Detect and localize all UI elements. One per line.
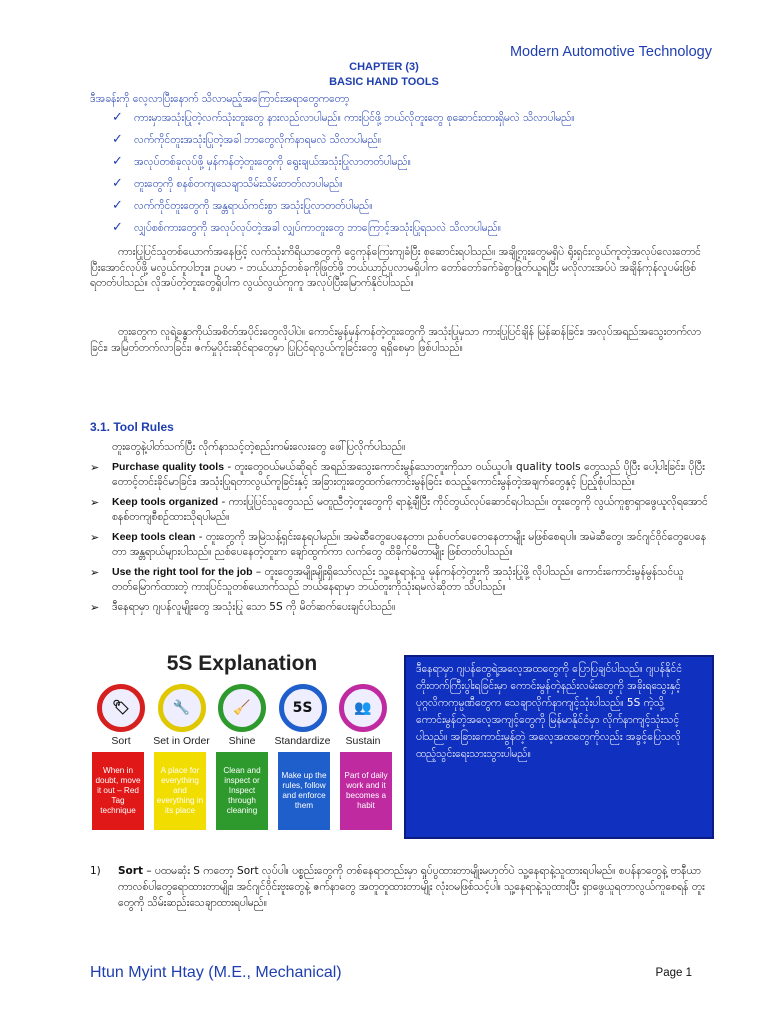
objective-item: ✓ လက်ကိုင်တူးအသုံးပြုတဲ့အခါ ဘာတွေလိုက်နာရမလဲ သိလာပါမည်။ <box>112 132 712 154</box>
rule-item: ➢ Use the right tool for the job – တူးတွေအမျိုးမျိုးရှိသော်လည်း သူ့နေရာနဲ့သူ မှန်ကန်တဲ့တူးကို အသုံးပြုဖို့ လိုပါသည်။ ကောင်းကောင်းမွန်မွန်သင်ယူတတ်မြောက်ထားတဲ့ ကားပြင်သူတစ်ယောက်သည် ဘယ်နေရာမှာ ဘယ်တူးကိုသုံးရမလဲဆိုတာ သိပါသည်။ <box>90 565 712 596</box>
rule-item: ➢ Keep tools clean - တူးတွေကို အမြဲသန့်ရှင်းနေရပါမည်။ အမဲဆီတွေပေနေတာ၊ ညစ်ပတ်ပေတေနေတာမျိုး မဖြစ်စေရပါ။ အမဲဆီတွေ၊ အင်ဂျင်ဝိုင်တွေပေနေတာ အန္တရာယ်များပါသည်။ ညစ်ပေနေတဲ့တူးက ချော်ထွက်ကာ လက်တွေ ထိခိုက်မိတာမျိုး ဖြစ်တတ်ပါသည်။ <box>90 530 712 561</box>
check-icon: ✓ <box>112 110 123 125</box>
five-s-item <box>274 684 332 747</box>
arrow-icon: ➢ <box>90 565 100 579</box>
rule-item: ➢ Purchase quality tools - တူးတွေဝယ်မယ်ဆိုရင် အရည်အသွေးကောင်းမွန်သောတူးကိုသာ ဝယ်ယူပါ။ quality tools တွေသည် ပိုပြီး ပေါ့ပါးခြင်း၊ ပိုပြီးတောင့်တင်းခိုင်မာခြင်း၊ အသုံးပြုရတာလွယ်ကူခြင်းနှင့် အခြားတူးတွေထက်ကောင်းမွန်ခြင်း စသည့်ကောင်းမွန်တဲ့အချက်တွေနှင့် ပြည့်စုံပါသည်။ <box>90 460 712 491</box>
footer-page-number: Page 1 <box>655 967 692 979</box>
check-icon: ✓ <box>112 132 123 147</box>
body-paragraph-1: ကားပြုပြင်သူတစ်ယောက်အနေဖြင့် လက်သုံးကိရိယာတွေကို ငွေကုန်ကြေးကျခံပြီး စုဆောင်းရပါသည်။ အချို့တူးတွေမရှိပဲ ရိုးရှင်းလွယ်ကူတဲ့အလုပ်လေးတောင် ပြီးအောင်လုပ်ဖို့ မလွယ်ကူပါဘူး။ ဥပမာ - ဘယ်ယာဉ်တစ်ခုကိုဖြုတ်ဖို့ ဘယ်ယာဉ်ပူလာမရှိပါက တော်တော်ခက်ခဲစွာဖြုတ်ယူရပြီး မလိုလားအပ်ပဲ အချိန်ကုန်လူပမ်းဖြစ်ရတတ်ပါသည်။ လိုအပ်တဲ့တူးတွေရှိပါက လွယ်လွယ်ကူကူ အလုပ်ပြီးမြောက်နိုင်ပါသည်။ <box>90 246 701 289</box>
objective-item: ✓ လျှပ်စစ်ကားတွေကို အလုပ်လုပ်တဲ့အခါ လျှပ်ကာတူးတွေ ဘာကြောင့်အသုံးပြုရသလဲ သိလာပါမည်။ <box>112 220 712 242</box>
objective-item: ✓ ကားမှာအသုံးပြုတဲ့လက်သုံးတူးတွေ နားလည်လာပါမည်။ ကားပြင်ဖို့ ဘယ်လိုတူးတွေ စုဆောင်းထားရှိမလဲ သိလာပါမည်။ <box>112 110 712 132</box>
objective-item: ✓ လက်ကိုင်တူးတွေကို အန္တရာယ်ကင်းစွာ အသုံးပြုလာတတ်ပါမည်။ <box>112 198 712 220</box>
five-s-description: When in doubt, move it out – Red Tag technique <box>92 752 144 830</box>
arrow-icon: ➢ <box>90 530 100 544</box>
section-title: 3.1. Tool Rules <box>90 420 174 434</box>
arrow-icon: ➢ <box>90 495 100 509</box>
five-s-item <box>213 684 271 747</box>
five-s-description: Clean and inspect or Inspect through cleaning <box>216 752 268 830</box>
tool-rules <box>90 440 712 619</box>
five-s-icon: 🧹 <box>218 684 266 732</box>
five-s-circles <box>92 684 392 747</box>
five-s-boxes <box>92 752 392 830</box>
five-s-label: Shine <box>228 735 256 747</box>
rule-item: ➢ ဒီနေရာမှာ ဂျပန်လူမျိုးတွေ အသုံးပြု သော 5S ကို မိတ်ဆက်ပေးချင်ပါသည်။ <box>90 600 396 614</box>
intro-line: ဒီအခန်းကို လေ့လာပြီးနောက် သိလာမည့်အကြောင်းအရာတွေကတော့ <box>90 93 350 105</box>
five-s-label: Sort <box>111 735 131 747</box>
chapter-title: BASIC HAND TOOLS <box>329 76 439 88</box>
five-s-label: Set in Order <box>153 735 210 747</box>
objectives-list <box>112 110 712 242</box>
arrow-icon: ➢ <box>90 460 100 474</box>
arrow-icon: ➢ <box>90 600 100 614</box>
rules-intro: တူးတွေနဲ့ပါတ်သက်ပြီး လိုက်နာသင့်တဲ့စည်းကမ်းလေးတွေ ဖေါ်ပြလိုက်ပါသည်။ <box>112 441 406 453</box>
check-icon: ✓ <box>112 198 123 213</box>
objective-item: ✓ တူးတွေကို စနစ်တကျသေချာသိမ်းသိမ်းတတ်လာပါမည်။ <box>112 176 712 198</box>
rule-item: ➢ Keep tools organized - ကားပြုပြင်သူတွေသည် မတူညီတဲ့တူးတွေကို ရာနဲ့ချီပြီး ကိုင်တွယ်လုပ်ဆောင်ရပါသည်။ တူးတွေကို လွယ်ကူစွာရှာဖွေယူလိုရအောင် စနစ်တကျစီစဉ်ထားသိုရပါမည်။ <box>90 495 712 526</box>
five-s-figure <box>92 652 392 842</box>
figure-title: 5S Explanation <box>166 652 318 675</box>
check-icon: ✓ <box>112 220 123 235</box>
japan-note-box: ဒီနေရာမှာ ဂျပန်တွေရဲ့အလေ့အထတွေကို ပြောပြချင်ပါသည်။ ဂျပန်နိုင်ငံတိုးတက်ကြီးပွါးရခြင်းမှာ ကောင်းမွန်တဲ့နည်းလမ်းတွေကို အခိုးရသွေးနှင့် ပုဂ္ဂလိကကုမ္ပဏီတွေက သေချာလိုက်နာကျင့်သုံးပါသည်။ 5S ကဲ့သို့ ကောင်းမွန်တဲ့အလေ့အကျင့်တွေကို မြန်မာနိုင်ငံမှာ လိုက်နာကျင့်သုံးသင့်ပါသည်။ အခြားကောင်းမွန်တဲ့ အလေ့အထတွေကိုလည်း အခွင့်ပြေသလို ထည့်သွင်းရေးသားသွားပါမည်။ <box>404 655 714 839</box>
five-s-icon: 🔧 <box>158 684 206 732</box>
five-s-icon: 5S <box>279 684 327 732</box>
five-s-item <box>334 684 392 747</box>
check-icon: ✓ <box>112 176 123 191</box>
objective-item: ✓ အလုပ်တစ်ခုလုပ်ဖို့ မှန်ကန်တဲ့တူးတွေကို ရွေးချယ်အသုံးပြုလာတတ်ပါမည်။ <box>112 154 712 176</box>
body-paragraph-2: တူးတွေက လူရဲ့ခန္ဓာကိုယ်အစိတ်အပိုင်းတွေလိုပါပဲ။ ကောင်းမွန်မှန်ကန်တဲ့တူးတွေကို အသုံးပြုမှသာ ကားပြုပြင်ချိန် မြန်ဆန်ခြင်း၊ အလုပ်အရည်အသွေးတက်လာခြင်း၊ အမြတ်တက်လာခြင်း၊ ဇက်မှုပိုင်းဆိုင်ရာတွေမှာ ပြုပြင်ရလွယ်ကူခြင်းတွေ ရရှိစေမှာ ဖြစ်ပါသည်။ <box>90 326 701 354</box>
five-s-label: Sustain <box>345 735 381 747</box>
header-title: Modern Automotive Technology <box>509 44 712 60</box>
chapter-heading <box>0 60 768 90</box>
sort-paragraph: 1) Sort – ပထမဆုံး S ကတော့ Sort လုပ်ပါ။ ပစ္စည်းတွေကို တစ်နေရာတည်းမှာ ရှုပ်ပွထားတာမျိုးမဟုတ်ပဲ သူ့နေရာနဲ့သူထားရပါမည်။ စပန်နာတွေနဲ့ ဗာနီယာကာလစ်ပါတွေရောထားတာမျိုး၊ အင်ဂျင်ဝိုင်းဗူးတွေနဲ့ ဇက်နာတွေ အတူတူထားတာမျိုး လုံးဝမဖြစ်သင့်ပါ။ သူ့နေရာနဲ့သူထားပြီး ရှာဖွေယူရတာလွယ်ကူစေရန် တူးတွေကို သိမ်းဆည်းသေချာထားရပါမည်။ <box>90 865 705 909</box>
five-s-description: A place for everything and everything in its place <box>154 752 206 830</box>
footer-author: Htun Myint Htay (M.E., Mechanical) <box>90 964 342 981</box>
five-s-description: Make up the rules, follow and enforce them <box>278 752 330 830</box>
five-s-icon: 🏷 <box>97 684 145 732</box>
chapter-number: CHAPTER (3) <box>349 61 419 73</box>
five-s-description: Part of daily work and it becomes a habit <box>340 752 392 830</box>
five-s-item <box>92 684 150 747</box>
five-s-icon: 👥 <box>339 684 387 732</box>
five-s-label: Standardize <box>274 735 331 747</box>
check-icon: ✓ <box>112 154 123 169</box>
five-s-item <box>153 684 211 747</box>
